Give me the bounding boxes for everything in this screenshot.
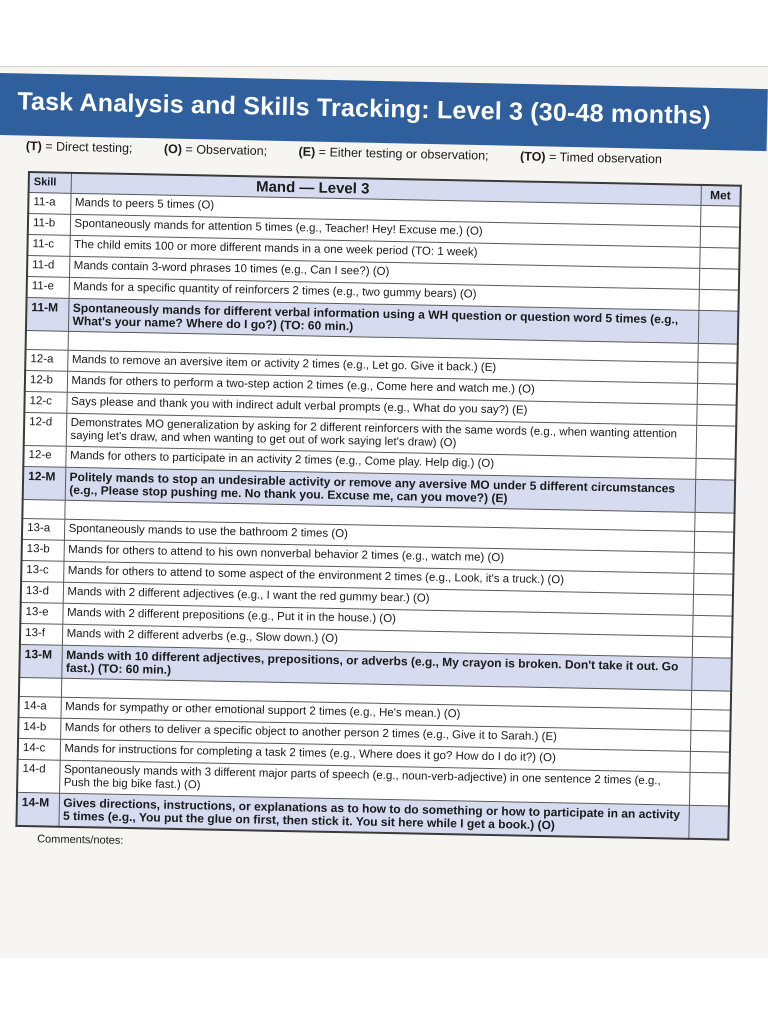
milestone-id: 12-M: [23, 466, 66, 500]
skill-id: 11-c: [27, 235, 69, 257]
skill-id: 13-a: [22, 518, 64, 540]
skill-id: 12-c: [24, 391, 66, 413]
skill-id: 12-a: [25, 349, 67, 371]
page-title: Task Analysis and Skills Tracking: Level 3 (30-48 months): [17, 87, 712, 130]
met-column-header: Met: [700, 185, 740, 206]
skill-description: Mands for others to attend to some aspect of the environment 2 times (e.g., Look, it's a truck.) (O): [63, 561, 693, 594]
skill-description: Mands to peers 5 times (O): [70, 193, 700, 226]
skill-description: Spontaneously mands for attention 5 times (e.g., Teacher! Hey! Excuse me.) (O): [70, 214, 700, 247]
met-checkbox-cell[interactable]: [696, 425, 737, 459]
skill-id: 11-e: [27, 276, 69, 298]
skill-id: 13-d: [21, 581, 63, 603]
met-checkbox-cell[interactable]: [695, 458, 735, 480]
legend-text: = Direct testing;: [45, 139, 133, 156]
legend-item: [164, 142, 281, 158]
milestone-description: Mands with 10 different adjectives, prepositions, or adverbs (e.g., My crayon is broken. Don't take it out. Go fast.) (TO: 60 min.): [61, 645, 692, 690]
comments-label: Comments/notes:: [37, 833, 124, 847]
legend-text: = Either testing or observation;: [318, 145, 489, 163]
skill-description: Mands for others to perform a two-step action 2 times (e.g., Come here and watch me.) (O): [67, 371, 697, 404]
skill-id: 11-d: [27, 256, 69, 278]
skill-id: 13-c: [21, 560, 63, 582]
met-checkbox-cell[interactable]: [695, 479, 736, 513]
met-checkbox-cell[interactable]: [696, 404, 736, 426]
skill-column-header: Skill: [29, 172, 71, 193]
skill-id: 14-a: [19, 696, 61, 718]
legend-item: [298, 145, 502, 163]
spacer-cell: [19, 677, 61, 697]
legend-item: [520, 149, 676, 166]
skill-id: 11-a: [28, 193, 70, 215]
spacer-cell: [697, 343, 737, 363]
skills-table: [15, 171, 741, 841]
skill-id: 12-d: [24, 412, 67, 446]
met-checkbox-cell[interactable]: [692, 615, 732, 637]
skill-id: 13-e: [20, 602, 62, 624]
skill-description: Demonstrates MO generalization by asking for 2 different reinforcers with the same words (e.g., when wanting attention saying let's draw, and when wanting to get out of work saying let's draw) (O): [66, 413, 697, 458]
met-checkbox-cell[interactable]: [691, 657, 732, 691]
met-checkbox-cell[interactable]: [700, 226, 740, 248]
met-checkbox-cell[interactable]: [688, 805, 729, 839]
legend-text: = Timed observation: [548, 149, 663, 167]
met-checkbox-cell[interactable]: [693, 594, 733, 616]
spacer-cell: [26, 330, 68, 350]
spacer-cell: [694, 512, 734, 532]
skill-description: Mands contain 3-word phrases 10 times (e.g., Can I see?) (O): [69, 256, 699, 289]
spacer-cell: [22, 499, 64, 519]
legend-code: (O): [163, 141, 183, 157]
skill-id: 12-b: [25, 370, 67, 392]
legend-item: [26, 139, 147, 156]
skill-description: Spontaneously mands with 3 different major parts of speech (e.g., noun-verb-adjective) in one sentence 2 times (e.g., Push the big bike fast.) (O): [59, 760, 690, 805]
met-checkbox-cell[interactable]: [689, 772, 730, 806]
milestone-description: Gives directions, instructions, or explanations as to how to do something or how to participate in an activity 5 times (e.g., You put the glue on first, then stick it. You sit here while I get a book.) (O): [58, 793, 689, 839]
spacer-cell: [691, 690, 731, 710]
met-checkbox-cell[interactable]: [699, 247, 739, 269]
skill-description: Mands for others to participate in an activity 2 times (e.g., Come play. Help dig.) (O): [65, 446, 695, 479]
skill-description: Mands with 2 different prepositions (e.g., Put it in the house.) (O): [62, 603, 692, 636]
met-checkbox-cell[interactable]: [693, 552, 733, 574]
tracking-sheet: [15, 171, 742, 859]
skill-description: Mands to remove an aversive item or activity 2 times (e.g., Let go. Give it back.) (E): [67, 350, 697, 383]
met-checkbox-cell[interactable]: [698, 289, 738, 311]
skill-description: Mands for others to deliver a specific object to another person 2 times (e.g., Give it to Sarah.) (E): [60, 718, 690, 751]
milestone-description: Spontaneously mands for different verbal information using a WH question or question word 5 times (e.g., What's your name? Where do I go?) (TO: 60 min.): [68, 298, 699, 343]
milestone-description: Politely mands to stop an undesirable activity or remove any aversive MO under 5 different circumstances (e.g., Please stop pushing me. No thank you. Excuse me, can you move?) (E): [65, 467, 696, 512]
legend-code: (E): [298, 144, 316, 160]
skills-body: [16, 193, 740, 840]
skill-description: Spontaneously mands to use the bathroom 2 times (O): [64, 519, 694, 552]
skill-description: Mands for a specific quantity of reinforcers 2 times (e.g., two gummy bears) (O): [69, 277, 699, 310]
skill-id: 13-b: [22, 539, 64, 561]
milestone-id: 11-M: [26, 297, 69, 331]
skill-description: Mands with 2 different adverbs (e.g., Slow down.) (O): [62, 624, 692, 657]
met-checkbox-cell[interactable]: [694, 531, 734, 553]
skill-id: 12-e: [23, 445, 65, 467]
met-checkbox-cell[interactable]: [697, 383, 737, 405]
milestone-id: 13-M: [19, 644, 62, 678]
skill-id: 13-f: [20, 623, 62, 645]
skill-id: 11-b: [28, 214, 70, 236]
top-margin: [0, 0, 768, 66]
met-checkbox-cell[interactable]: [690, 709, 730, 731]
met-checkbox-cell[interactable]: [700, 205, 740, 227]
skill-id: 14-c: [18, 738, 60, 760]
section-title: Mand — Level 3: [71, 173, 701, 206]
skill-id: 14-d: [17, 759, 60, 793]
legend-code: (T): [25, 139, 42, 154]
skill-description: Says please and thank you with indirect adult verbal prompts (e.g., What do you say?) (E): [66, 392, 696, 425]
legend-text: = Observation;: [185, 142, 268, 159]
met-checkbox-cell[interactable]: [699, 268, 739, 290]
skill-description: Mands with 2 different adjectives (e.g., I want the red gummy bear.) (O): [63, 582, 693, 615]
milestone-id: 14-M: [16, 792, 59, 826]
skill-description: The child emits 100 or more different mands in a one week period (TO: 1 week): [69, 235, 699, 268]
met-checkbox-cell[interactable]: [690, 730, 730, 752]
met-checkbox-cell[interactable]: [690, 751, 730, 773]
skill-id: 14-b: [18, 717, 60, 739]
met-checkbox-cell[interactable]: [697, 362, 737, 384]
met-checkbox-cell[interactable]: [693, 573, 733, 595]
met-checkbox-cell[interactable]: [692, 636, 732, 658]
met-checkbox-cell[interactable]: [698, 310, 739, 344]
legend-code: (TO): [519, 149, 546, 164]
skill-description: Mands for others to attend to his own nonverbal behavior 2 times (e.g., watch me) (O): [64, 540, 694, 573]
book-page: [0, 66, 768, 958]
skill-description: Mands for sympathy or other emotional support 2 times (e.g., He's mean.) (O): [61, 697, 691, 730]
skill-description: Mands for instructions for completing a task 2 times (e.g., Where does it go? How do I do it?) (O): [60, 739, 690, 772]
